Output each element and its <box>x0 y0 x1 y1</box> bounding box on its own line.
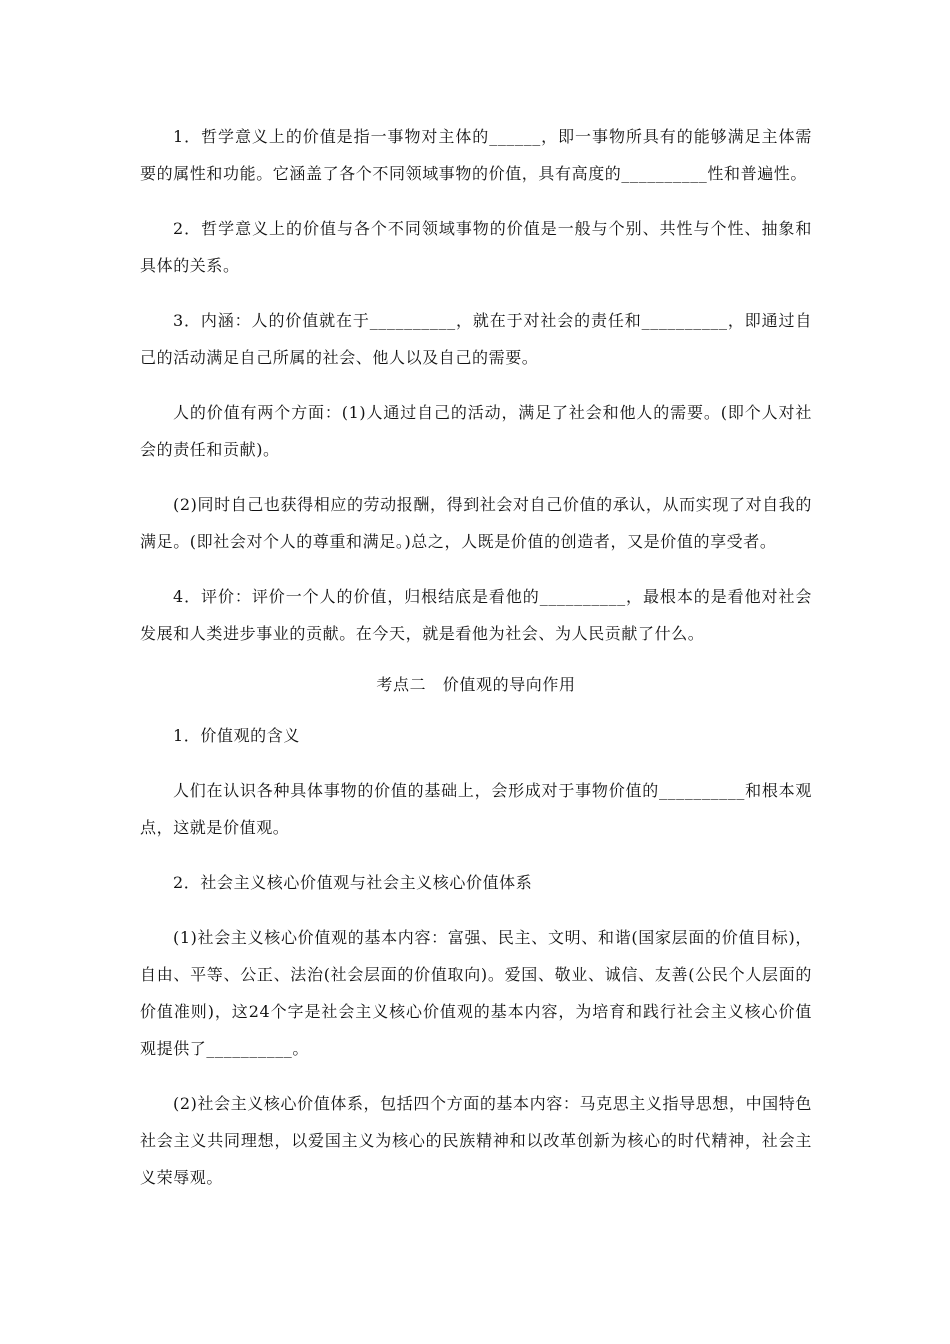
paragraph-core-value-system: (2)社会主义核心价值体系，包括四个方面的基本内容：马克思主义指导思想，中国特色社会主义共同理想，以爱国主义为核心的民族精神和以改革创新为核心的时代精神，社会主义荣辱观。 <box>140 1094 812 1187</box>
paragraph-core-values-title: 2．社会主义核心价值观与社会主义核心价值体系 <box>173 873 533 892</box>
document-page <box>140 118 812 1214</box>
paragraph-values-meaning: 人们在认识各种具体事物的价值的基础上，会形成对于事物价值的__________和根本观点，这就是价值观。 <box>140 781 812 837</box>
paragraph-value-relationship: 2．哲学意义上的价值与各个不同领域事物的价值是一般与个别、共性与个性、抽象和具体的关系。 <box>140 219 812 275</box>
paragraph-values-meaning-title: 1．价值观的含义 <box>173 726 300 745</box>
section-heading: 考点二 价值观的导向作用 <box>376 675 576 694</box>
paragraph-core-values-content: (1)社会主义核心价值观的基本内容：富强、民主、文明、和谐(国家层面的价值目标)，自由、平等、公正、法治(社会层面的价值取向)。爱国、敬业、诚信、友善(公民个人层面的价值准则)，这24个字是社会主义核心价值观的基本内容，为培育和践行社会主义核心价值观提供了__________。 <box>140 928 812 1058</box>
paragraph-human-value-evaluation: 4．评价：评价一个人的价值，归根结底是看他的__________，最根本的是看他对社会发展和人类进步事业的贡献。在今天，就是看他为社会、为人民贡献了什么。 <box>140 587 812 643</box>
paragraph-human-value-aspect-two: (2)同时自己也获得相应的劳动报酬，得到社会对自己价值的承认，从而实现了对自我的满足。(即社会对个人的尊重和满足。)总之，人既是价值的创造者，又是价值的享受者。 <box>140 495 812 551</box>
paragraph-human-value-aspects: 人的价值有两个方面：(1)人通过自己的活动，满足了社会和他人的需要。(即个人对社会的责任和贡献)。 <box>140 403 812 459</box>
paragraph-value-definition: 1．哲学意义上的价值是指一事物对主体的______，即一事物所具有的能够满足主体需要的属性和功能。它涵盖了各个不同领域事物的价值，具有高度的__________性和普遍性。 <box>140 127 812 183</box>
paragraph-human-value-connotation: 3．内涵：人的价值就在于__________，就在于对社会的责任和__________，即通过自己的活动满足自己所属的社会、他人以及自己的需要。 <box>140 311 812 367</box>
